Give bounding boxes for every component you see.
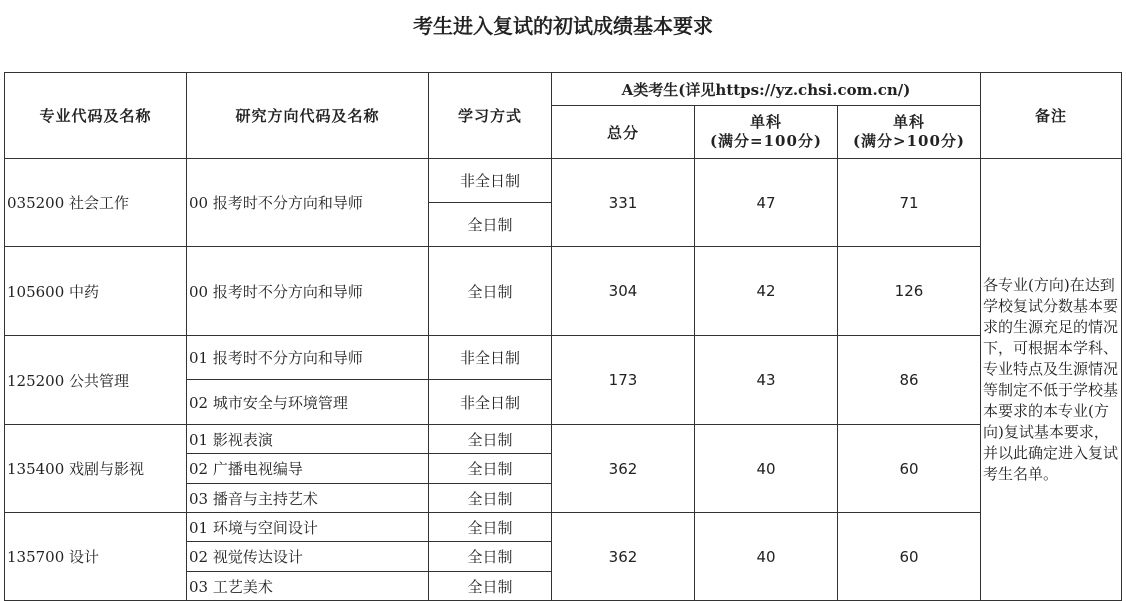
mode-cell: 全日制 <box>429 572 552 601</box>
direction-cell: 00 报考时不分方向和导师 <box>187 159 429 247</box>
header-mode: 学习方式 <box>429 73 552 159</box>
direction-cell: 01 影视表演 <box>187 425 429 454</box>
direction-cell: 01 报考时不分方向和导师 <box>187 336 429 380</box>
header-single-100-line2: (满分=100分) <box>709 132 823 150</box>
direction-cell: 03 播音与主持艺术 <box>187 484 429 513</box>
direction-cell: 01 环境与空间设计 <box>187 513 429 542</box>
mode-cell: 全日制 <box>429 247 552 336</box>
single-gt100-cell: 60 <box>838 425 981 513</box>
mode-cell: 全日制 <box>429 454 552 484</box>
total-cell: 362 <box>552 425 695 513</box>
major-cell: 105600 中药 <box>5 247 187 336</box>
mode-cell: 全日制 <box>429 203 552 247</box>
header-single-gt100-line2: (满分>100分) <box>852 132 966 150</box>
single-gt100-cell: 126 <box>838 247 981 336</box>
single-gt100-cell: 86 <box>838 336 981 425</box>
table-row <box>5 159 1122 203</box>
header-single-100-line1: 单科 <box>749 113 782 131</box>
major-cell: 135700 设计 <box>5 513 187 601</box>
table-row <box>5 513 1122 542</box>
mode-cell: 全日制 <box>429 542 552 572</box>
direction-cell: 02 视觉传达设计 <box>187 542 429 572</box>
mode-cell: 全日制 <box>429 513 552 542</box>
header-major: 专业代码及名称 <box>5 73 187 159</box>
mode-cell: 非全日制 <box>429 336 552 380</box>
mode-cell: 全日制 <box>429 425 552 454</box>
header-single-gt100-line1: 单科 <box>892 113 925 131</box>
mode-cell: 非全日制 <box>429 159 552 203</box>
table-row <box>5 425 1122 454</box>
table-row <box>5 247 1122 336</box>
total-cell: 362 <box>552 513 695 601</box>
header-group-a: A类考生(详见https://yz.chsi.com.cn/) <box>552 73 981 106</box>
direction-cell: 00 报考时不分方向和导师 <box>187 247 429 336</box>
single100-cell: 40 <box>695 425 838 513</box>
table-row <box>5 336 1122 380</box>
total-cell: 331 <box>552 159 695 247</box>
direction-cell: 02 城市安全与环境管理 <box>187 380 429 425</box>
direction-cell: 03 工艺美术 <box>187 572 429 601</box>
single100-cell: 47 <box>695 159 838 247</box>
remark-cell: 各专业(方向)在达到学校复试分数基本要求的生源充足的情况下，可根据本学科、专业特点及生源情况等制定不低于学校基本要求的本专业(方向)复试基本要求，并以此确定进入复试考生名单。 <box>981 159 1122 601</box>
mode-cell: 非全日制 <box>429 380 552 425</box>
major-cell: 135400 戏剧与影视 <box>5 425 187 513</box>
single100-cell: 42 <box>695 247 838 336</box>
header-single-gt100 <box>838 106 981 159</box>
single-gt100-cell: 71 <box>838 159 981 247</box>
single100-cell: 43 <box>695 336 838 425</box>
direction-cell: 02 广播电视编导 <box>187 454 429 484</box>
total-cell: 304 <box>552 247 695 336</box>
single100-cell: 40 <box>695 513 838 601</box>
score-requirements-table <box>4 72 1122 601</box>
header-remark: 备注 <box>981 73 1122 159</box>
total-cell: 173 <box>552 336 695 425</box>
header-single-100 <box>695 106 838 159</box>
major-cell: 035200 社会工作 <box>5 159 187 247</box>
major-cell: 125200 公共管理 <box>5 336 187 425</box>
page-title: 考生进入复试的初试成绩基本要求 <box>413 14 713 38</box>
header-total: 总分 <box>552 106 695 159</box>
mode-cell: 全日制 <box>429 484 552 513</box>
single-gt100-cell: 60 <box>838 513 981 601</box>
header-direction: 研究方向代码及名称 <box>187 73 429 159</box>
